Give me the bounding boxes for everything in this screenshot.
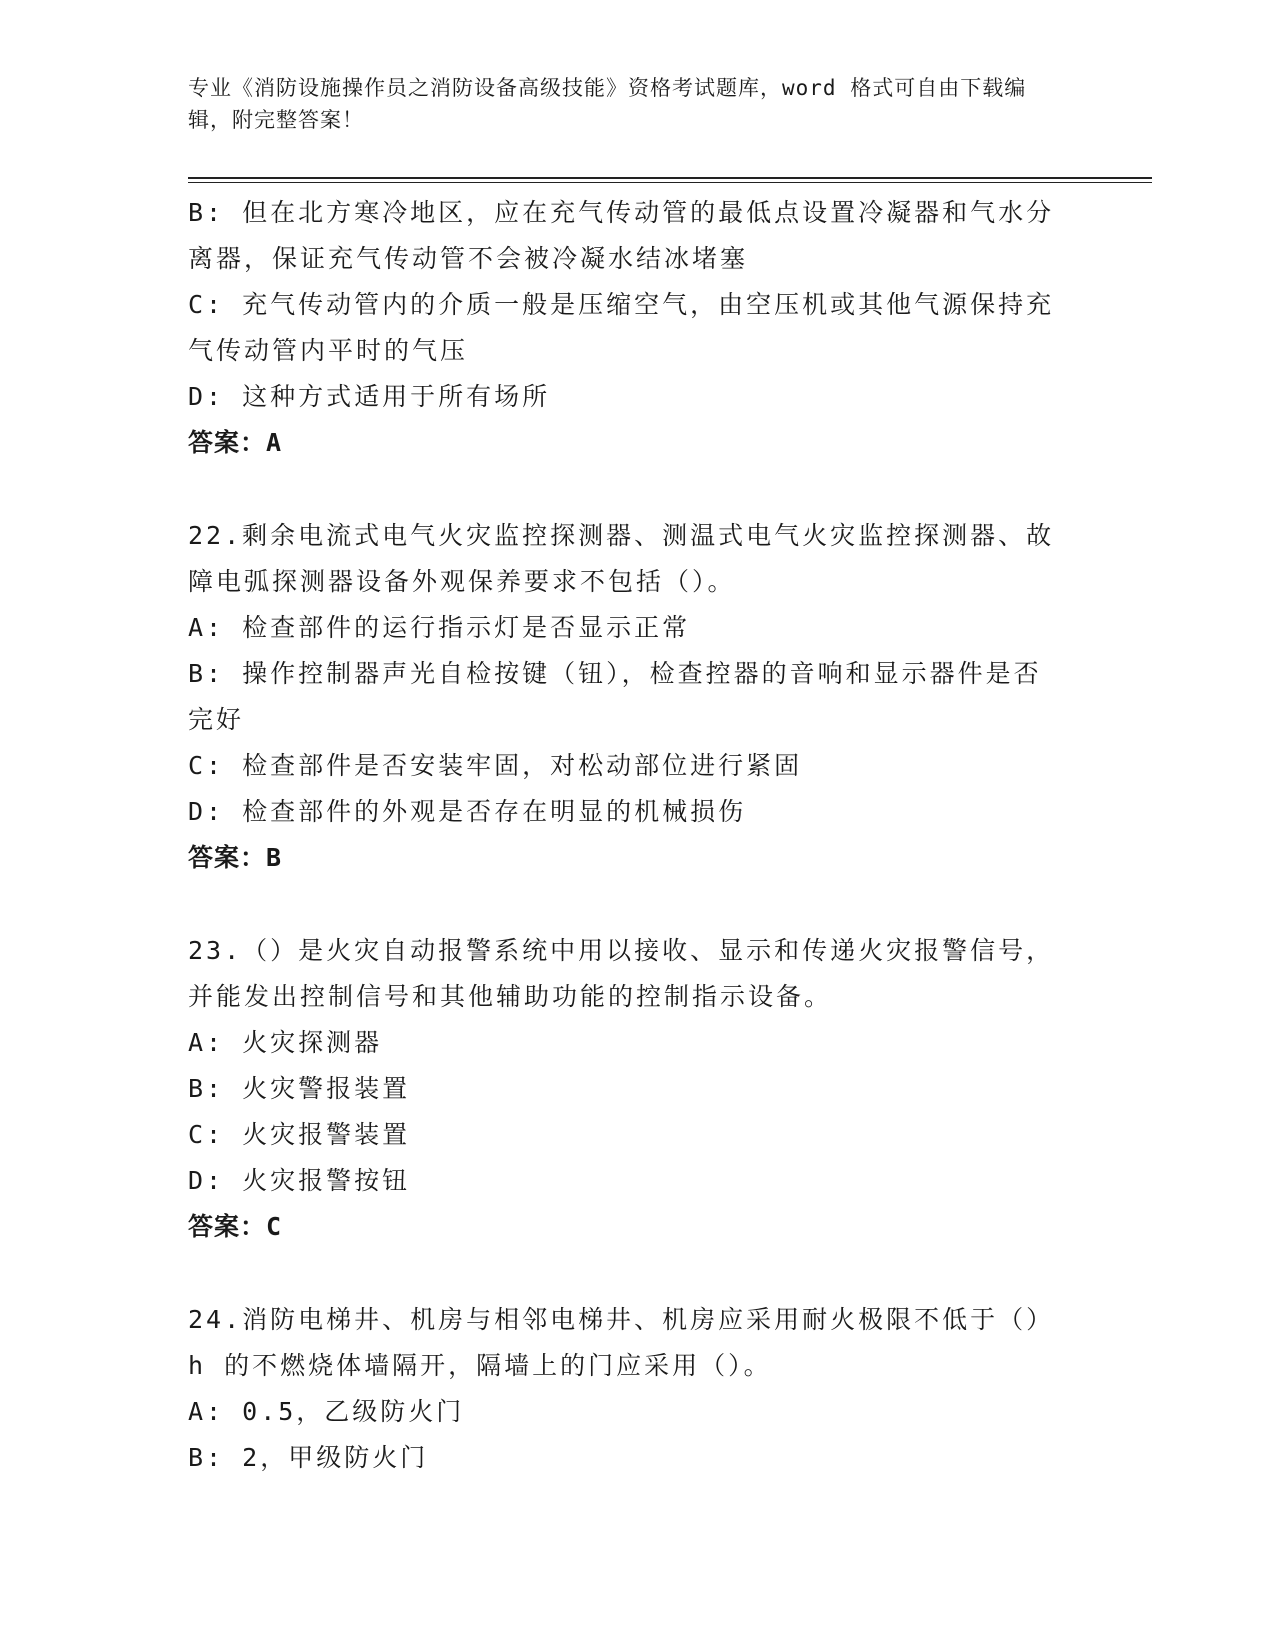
answer-label: 答案：C xyxy=(188,1212,283,1241)
option-b: B: 火灾警报装置 xyxy=(188,1074,411,1103)
option-b: B: 2，甲级防火门 xyxy=(188,1443,429,1472)
document-header: 专业《消防设施操作员之消防设备高级技能》资格考试题库，word 格式可自由下载编辑，附完整答案！ xyxy=(188,76,1027,132)
option-b: B: 操作控制器声光自检按键（钮），检查控器的音响和显示器件是否完好 xyxy=(188,659,1042,734)
question-block-23 xyxy=(188,928,1068,1250)
option-d: D: 检查部件的外观是否存在明显的机械损伤 xyxy=(188,797,747,826)
header-rule-thin xyxy=(188,182,1152,183)
question-block-21-continued xyxy=(188,190,1068,466)
question-block-22 xyxy=(188,513,1068,881)
question-stem: 22.剩余电流式电气火灾监控探测器、测温式电气火灾监控探测器、故障电弧探测器设备外观保养要求不包括（）。 xyxy=(188,521,1055,596)
answer-label: 答案：A xyxy=(188,428,283,457)
option-c: C: 检查部件是否安装牢固，对松动部位进行紧固 xyxy=(188,751,803,780)
question-stem: 23.（）是火灾自动报警系统中用以接收、显示和传递火灾报警信号，并能发出控制信号和其他辅助功能的控制指示设备。 xyxy=(188,936,1055,1011)
option-b: B: 但在北方寒冷地区，应在充气传动管的最低点设置冷凝器和气水分离器，保证充气传动管不会被冷凝水结冰堵塞 xyxy=(188,198,1055,273)
option-c: C: 充气传动管内的介质一般是压缩空气，由空压机或其他气源保持充气传动管内平时的气压 xyxy=(188,290,1055,365)
question-block-24 xyxy=(188,1297,1068,1481)
option-a: A: 0.5，乙级防火门 xyxy=(188,1397,465,1426)
option-d: D: 火灾报警按钮 xyxy=(188,1166,411,1195)
document-body xyxy=(188,190,1068,1481)
question-stem: 24.消防电梯井、机房与相邻电梯井、机房应采用耐火极限不低于（）h 的不燃烧体墙隔开，隔墙上的门应采用（）。 xyxy=(188,1305,1055,1380)
option-c: C: 火灾报警装置 xyxy=(188,1120,411,1149)
answer-label: 答案：B xyxy=(188,843,283,872)
option-a: A: 检查部件的运行指示灯是否显示正常 xyxy=(188,613,691,642)
option-a: A: 火灾探测器 xyxy=(188,1028,383,1057)
header-rule-thick xyxy=(188,177,1152,179)
option-d: D: 这种方式适用于所有场所 xyxy=(188,382,551,411)
